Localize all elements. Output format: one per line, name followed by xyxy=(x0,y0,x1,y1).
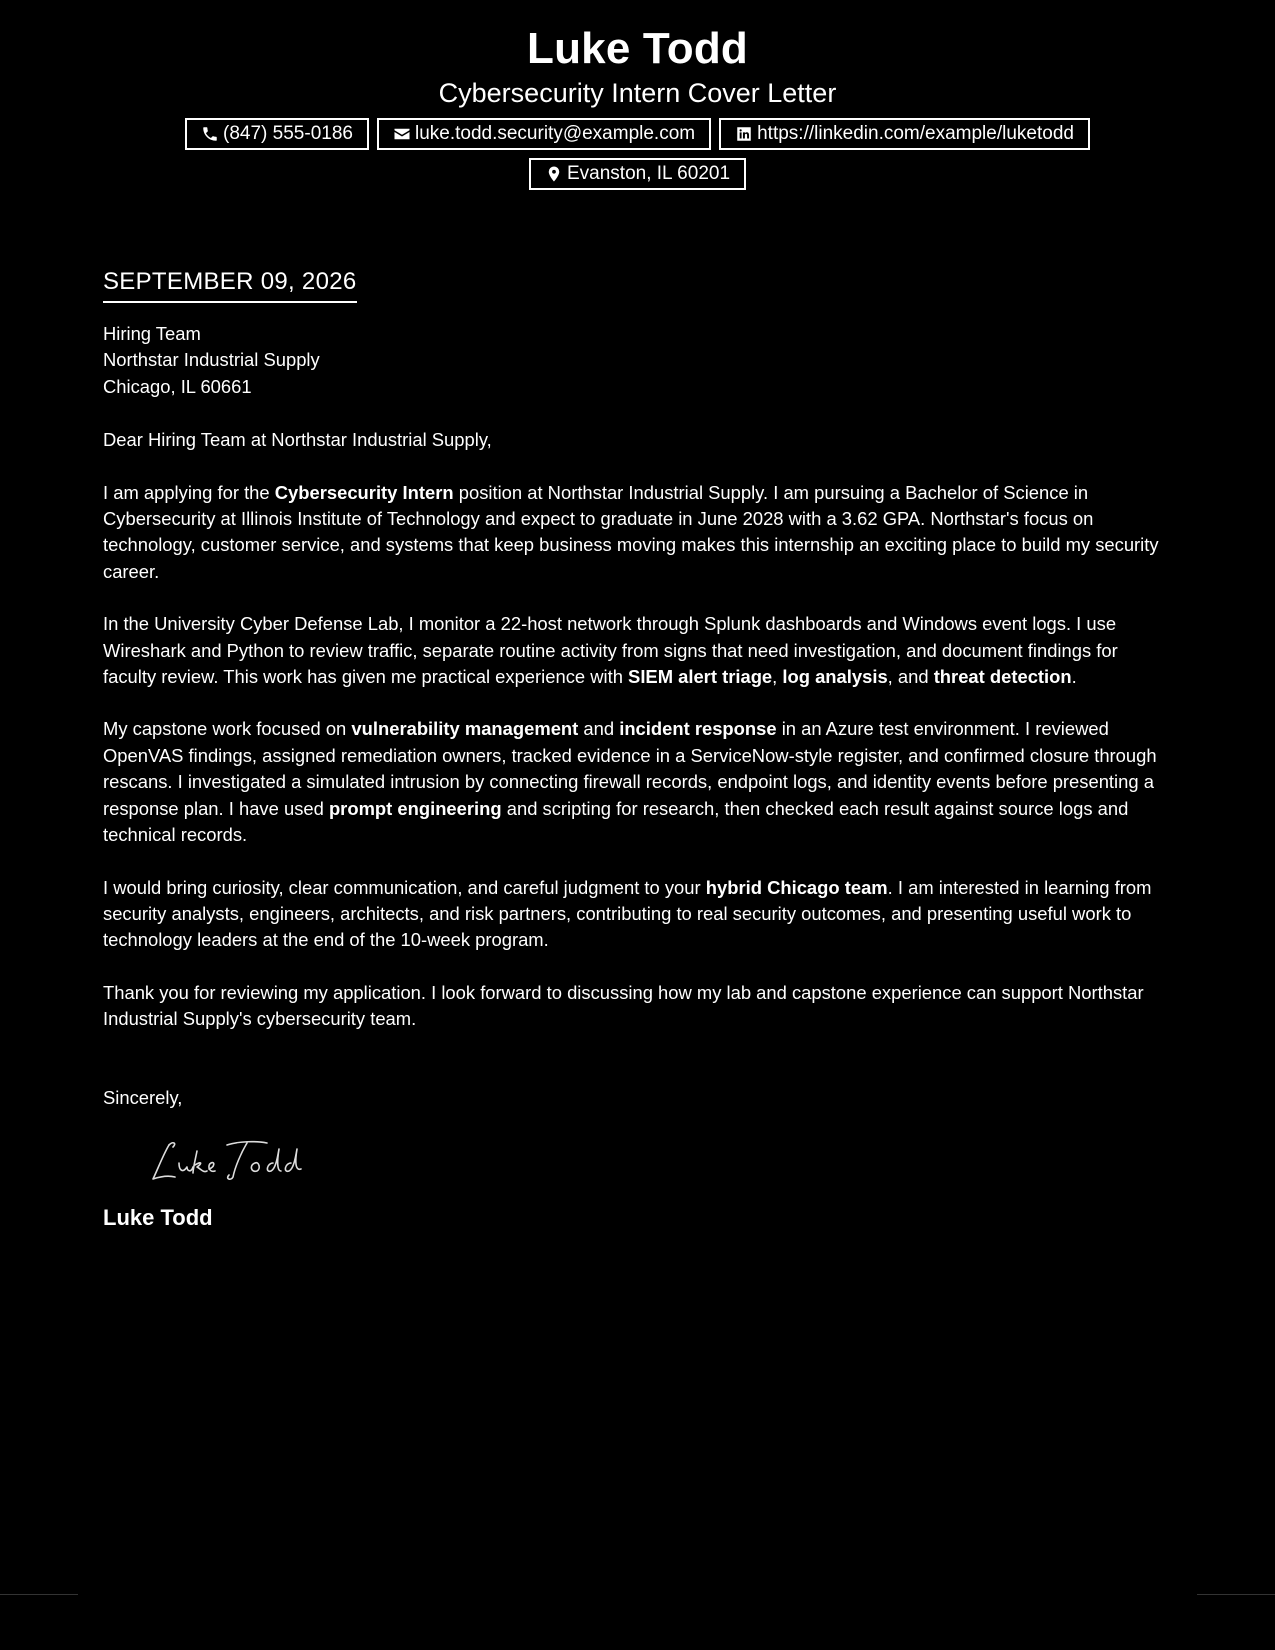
applicant-name: Luke Todd xyxy=(527,24,748,73)
recipient-line: Chicago, IL 60661 xyxy=(103,375,252,397)
handwritten-signature xyxy=(149,1133,1173,1193)
envelope-icon xyxy=(393,125,411,143)
salutation: Dear Hiring Team at Northstar Industrial Supply, xyxy=(103,429,492,451)
signed-name: Luke Todd xyxy=(103,1204,213,1230)
recipient-line: Hiring Team xyxy=(103,323,201,344)
footer-divider-right xyxy=(1197,1594,1275,1595)
recipient-line: Northstar Industrial Supply xyxy=(103,349,320,371)
paragraph-capstone: My capstone work focused on vulnerability management and incident response in an Azure test environment. I reviewed OpenVAS findings, assigned remediation owners, tracked evidence in a ServiceNow-style register, and confirmed closure through rescans. I investigated a simulated intrusion by connecting firewall records, endpoint logs, and identity events before presenting a response plan. I have used prompt engineering and scripting for research, then checked each result against source logs and technical records. xyxy=(103,718,1157,846)
email-address: luke.todd.security@example.com xyxy=(414,123,696,144)
email-chip[interactable] xyxy=(377,118,711,150)
linkedin-url: https://linkedin.com/example/luketodd xyxy=(757,123,1074,144)
map-pin-icon xyxy=(545,165,563,183)
paragraph-intro: I am applying for the Cybersecurity Intern position at Northstar Industrial Supply. I am pursuing a Bachelor of Science in Cybersecurity at Illinois Institute of Technology and expect to graduate in June 2028 with a 3.62 GPA. Northstar's focus on technology, customer service, and systems that keep business moving makes this internship an exciting place to build my security career. xyxy=(103,481,1159,582)
recipient-address xyxy=(103,321,1173,400)
phone-icon xyxy=(201,125,219,143)
phone-chip[interactable] xyxy=(185,118,369,150)
paragraph-team-fit: I would bring curiosity, clear communication, and careful judgment to your hybrid Chicago team. I am interested in learning from security analysts, engineers, architects, and risk partners, contributing to real security outcomes, and presenting useful work to technology leaders at the end of the 10-week program. xyxy=(103,876,1152,951)
linkedin-chip[interactable] xyxy=(719,118,1090,150)
contact-info xyxy=(178,118,1098,190)
linkedin-icon xyxy=(735,125,753,143)
letter-header xyxy=(0,22,1275,190)
phone-number: (847) 555-0186 xyxy=(223,123,353,144)
location-text: Evanston, IL 60201 xyxy=(566,163,731,184)
letter-date: SEPTEMBER 09, 2026 xyxy=(103,265,357,303)
closing: Sincerely, xyxy=(103,1086,183,1108)
letter-body xyxy=(103,265,1173,1231)
footer-divider-left xyxy=(0,1594,78,1595)
paragraph-thanks: Thank you for reviewing my application. I look forward to discussing how my lab and capstone experience can support Northstar Industrial Supply's cybersecurity team. xyxy=(103,981,1144,1030)
location-chip xyxy=(529,158,746,190)
paragraph-lab-experience: In the University Cyber Defense Lab, I monitor a 22-host network through Splunk dashboards and Windows event logs. I use Wireshark and Python to review traffic, separate routine activity from signs that need investigation, and document findings for faculty review. This work has given me practical experience with SIEM alert triage, log analysis, and threat detection. xyxy=(103,613,1118,688)
document-subtitle: Cybersecurity Intern Cover Letter xyxy=(438,78,837,108)
